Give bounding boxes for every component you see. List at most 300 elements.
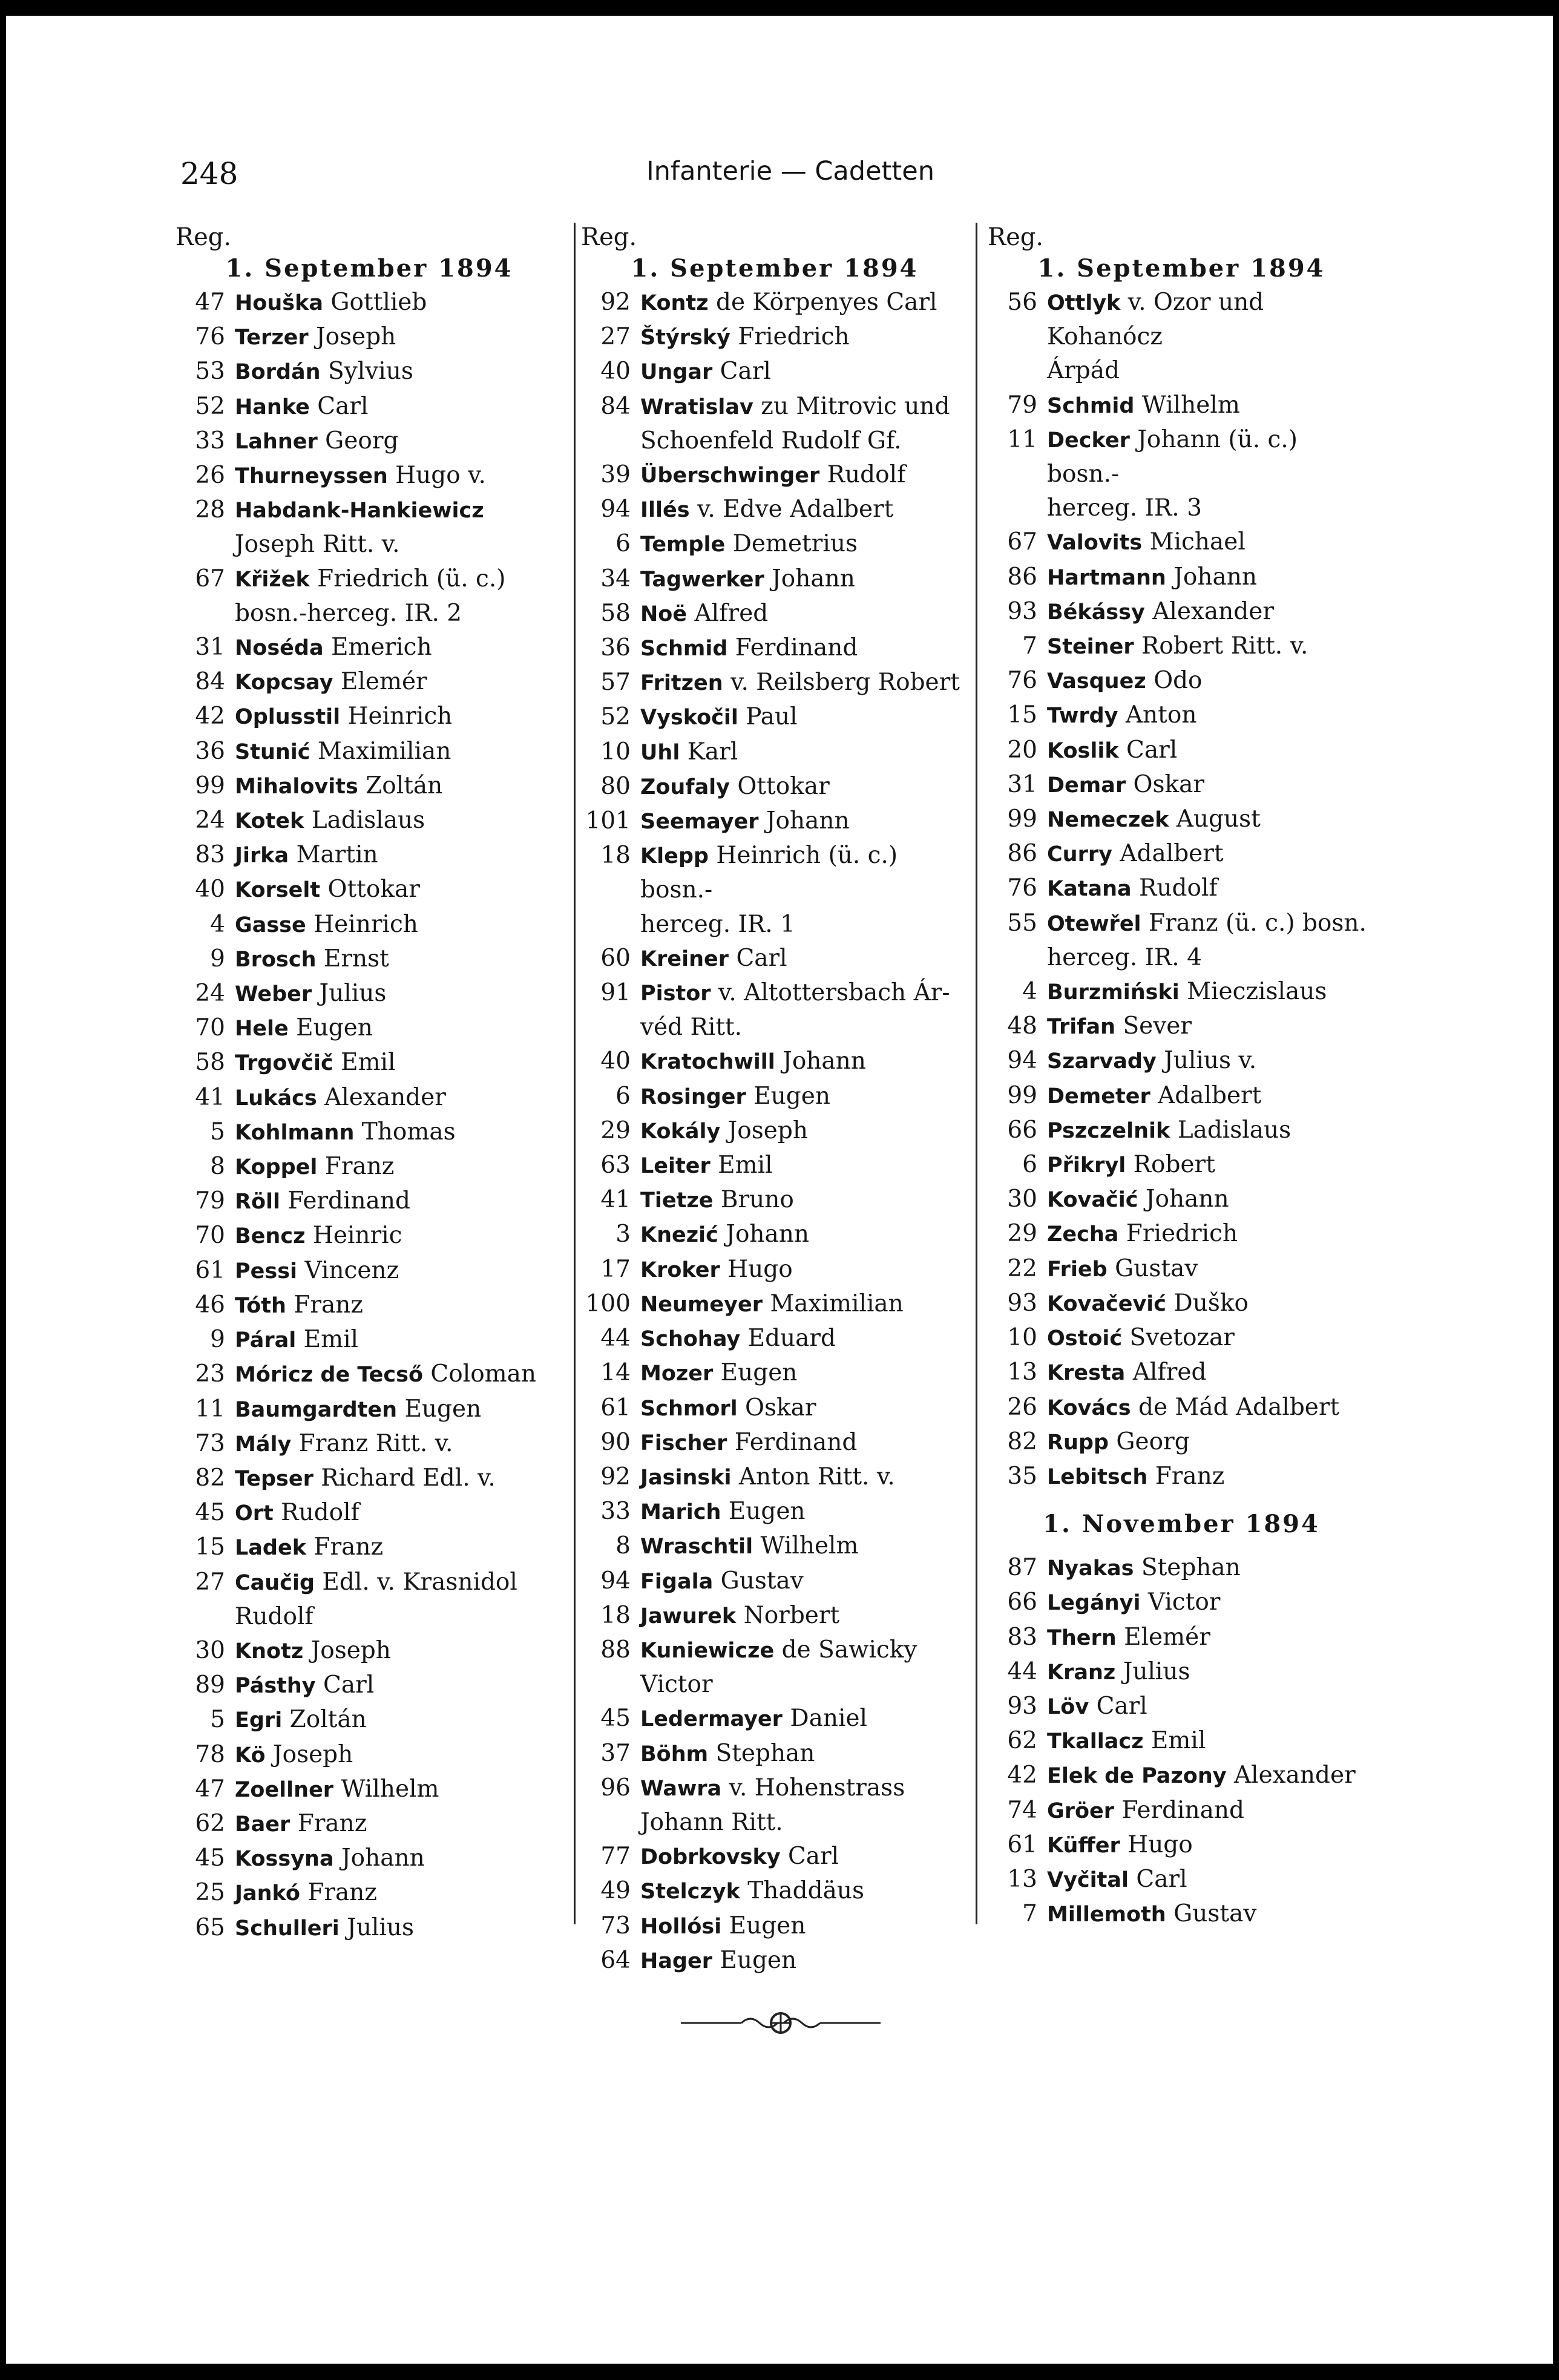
regiment-number: 10 [600, 738, 631, 765]
cadet-surname: Kossyna [235, 1847, 334, 1872]
regiment-number: 7 [1022, 1900, 1037, 1928]
list-item [988, 1425, 1375, 1460]
list-item [988, 1148, 1375, 1182]
list-item [988, 733, 1375, 768]
regiment-number: 84 [600, 392, 631, 420]
entry-text [1037, 837, 1375, 871]
entry-text [225, 459, 563, 493]
cadet-surname: Thurneyssen [235, 464, 388, 489]
cadet-surname: Koppel [235, 1155, 318, 1180]
regiment-number: 82 [195, 1464, 225, 1492]
cadet-surname: Kontz [640, 291, 709, 315]
cadet-given-name: Wilhelm [1134, 391, 1240, 419]
cadet-surname: Stunić [235, 739, 310, 764]
cadet-given-name: Adalbert [1112, 840, 1224, 868]
regiment-number: 5 [210, 1706, 225, 1734]
cadet-given-name: August [1169, 805, 1261, 833]
entry-text [631, 1183, 968, 1218]
regiment-number: 4 [1022, 978, 1037, 1006]
cadet-surname: Zoufaly [640, 775, 730, 799]
regiment-number: 61 [600, 1394, 631, 1421]
running-title: Infanterie — Cadetten [646, 156, 934, 186]
regiment-number: 4 [210, 910, 225, 938]
list-item [176, 1807, 563, 1841]
list-item [176, 977, 563, 1011]
cadet-given-name: Johann [764, 565, 855, 592]
entry-text [631, 493, 968, 527]
regiment-number: 29 [1007, 1220, 1037, 1248]
entry-text [1037, 1794, 1375, 1828]
cadet-given-name: Sylvius [320, 358, 413, 385]
list-item [176, 286, 563, 320]
cadet-given-name: Vincenz [297, 1256, 399, 1284]
cadet-given-name: Hugo [1120, 1831, 1193, 1858]
cadet-given-name: Friedrich [1118, 1220, 1238, 1248]
regiment-number: 45 [600, 1705, 631, 1733]
cadet-given-name: Julius [1115, 1657, 1190, 1685]
list-item [988, 698, 1375, 733]
regiment-number: 17 [600, 1255, 631, 1283]
list-item [581, 1460, 968, 1495]
entry-text [225, 1184, 563, 1219]
entry-text [1037, 1585, 1375, 1620]
list-item [581, 1426, 968, 1460]
regiment-number: 15 [1007, 701, 1037, 729]
entry-text [631, 562, 968, 597]
entry-text [1037, 1356, 1375, 1390]
entry-text [631, 804, 968, 839]
cadet-surname: Mihalovits [235, 774, 358, 799]
list-item [988, 1321, 1375, 1356]
cadet-given-name: Gustav [713, 1567, 804, 1595]
entry-text [1037, 1460, 1375, 1494]
cadet-given-name: Franz [317, 1153, 395, 1181]
entry-text [1037, 1113, 1375, 1148]
regiment-number: 15 [195, 1533, 225, 1561]
cadet-given-name: Julius v. [1156, 1047, 1257, 1075]
cadet-surname: Zecha [1047, 1222, 1119, 1247]
entry-text [225, 286, 563, 320]
regiment-number: 24 [195, 980, 225, 1008]
entry-text [631, 1874, 968, 1909]
list-item [988, 664, 1375, 698]
cadet-surname: Lahner [235, 429, 318, 454]
section-heading: 1. September 1894 [1037, 254, 1325, 283]
cadet-surname: Kreiner [640, 946, 729, 971]
list-item [176, 493, 563, 562]
cadet-given-name: Johann [758, 807, 850, 835]
regiment-number: 27 [600, 323, 631, 351]
list-item [581, 1564, 968, 1599]
regiment-number: 9 [210, 945, 225, 972]
cadet-given-name: v. Edve Adalbert [689, 496, 894, 523]
cadet-given-name: Joseph [265, 1740, 353, 1768]
list-item [581, 976, 968, 1044]
column-2 [581, 223, 968, 1978]
entry-text [1037, 906, 1375, 975]
entry-text [631, 1044, 968, 1079]
cadet-given-name: Eugen [713, 1359, 798, 1387]
entry-text [225, 1876, 563, 1910]
cadet-given-name: Rudolf [273, 1499, 359, 1527]
cadet-given-name: Eugen [712, 1946, 797, 1974]
cadet-given-name: Franz [1147, 1462, 1225, 1490]
list-item [581, 1218, 968, 1252]
cadet-surname: Fischer [640, 1431, 727, 1455]
regiment-number: 83 [1007, 1623, 1037, 1651]
cadet-surname: Katana [1047, 877, 1132, 902]
entry-text [631, 597, 968, 631]
entry-text [1037, 595, 1375, 629]
list-item [988, 1828, 1375, 1863]
entry-text [225, 769, 563, 804]
regiment-number: 5 [210, 1118, 225, 1146]
cadet-given-name: Elemér [333, 668, 427, 696]
regiment-number: 47 [195, 1775, 225, 1803]
cadet-given-name: Paul [738, 703, 798, 731]
entry-text [225, 1461, 563, 1496]
regiment-number: 78 [195, 1740, 225, 1768]
list-item [176, 1150, 563, 1184]
cadet-given-name: v. Hohenstrass Johann Ritt. [640, 1774, 905, 1836]
regiment-number: 25 [195, 1879, 225, 1907]
entry-text [631, 458, 968, 493]
cadet-surname: Lebitsch [1047, 1464, 1148, 1489]
cadet-surname: Trifan [1047, 1015, 1116, 1040]
regiment-number: 63 [600, 1152, 631, 1179]
cadet-surname: Löv [1047, 1694, 1089, 1719]
list-item [988, 1585, 1375, 1620]
regiment-number: 74 [1007, 1796, 1037, 1824]
cadet-given-name: Wilhelm [333, 1775, 439, 1803]
regiment-number: 45 [195, 1499, 225, 1527]
cadet-given-name: Alfred [687, 599, 769, 627]
regiment-number: 99 [1007, 1081, 1037, 1109]
regiment-number: 13 [1007, 1359, 1037, 1386]
regiment-number: 42 [1007, 1762, 1037, 1789]
cadet-surname: Schohay [640, 1327, 741, 1352]
entry-text [225, 631, 563, 665]
cadet-surname: Jankó [235, 1881, 300, 1906]
regiment-number: 88 [600, 1636, 631, 1664]
cadet-given-name: Carl [712, 358, 771, 385]
list-item [581, 1253, 968, 1287]
list-item [176, 942, 563, 977]
regiment-number: 22 [1007, 1254, 1037, 1282]
list-item [988, 525, 1375, 560]
list-item [581, 493, 968, 527]
cadet-surname: Dobrkovsky [640, 1845, 781, 1870]
entry-text [631, 286, 968, 320]
regiment-number: 84 [195, 668, 225, 696]
list-item [581, 390, 968, 458]
cadet-surname: Kotek [235, 809, 304, 834]
entry-text [225, 390, 563, 424]
cadet-given-name: Heinrich [306, 910, 418, 938]
cadet-given-name: Carl [780, 1843, 839, 1870]
regiment-number: 41 [195, 1083, 225, 1111]
regiment-number: 11 [195, 1395, 225, 1423]
entry-text [631, 1909, 968, 1944]
regiment-number: 42 [195, 703, 225, 730]
list-item [176, 1496, 563, 1530]
cadet-surname: Leiter [640, 1154, 711, 1179]
list-item [581, 1840, 968, 1874]
list-item [581, 1044, 968, 1079]
list-item [581, 735, 968, 770]
entry-text [225, 1668, 563, 1703]
list-item [988, 1044, 1375, 1078]
entry-text [1037, 1148, 1375, 1182]
list-item [581, 1633, 968, 1702]
cadet-surname: Kratochwill [640, 1050, 775, 1075]
regiment-number: 86 [1007, 840, 1037, 868]
entry-text [225, 1357, 563, 1392]
list-item [988, 1356, 1375, 1390]
list-item [176, 804, 563, 838]
regiment-number: 66 [1007, 1588, 1037, 1616]
regiment-number: 29 [600, 1116, 631, 1144]
cadet-given-name: Victor [1140, 1588, 1221, 1616]
regiment-number: 92 [600, 289, 631, 316]
entry-text [631, 1599, 968, 1633]
cadet-surname: Kroker [640, 1257, 720, 1282]
cadet-surname: Elek de Pazony [1047, 1764, 1227, 1789]
entry-text [631, 1529, 968, 1564]
entry-text [1037, 1828, 1375, 1863]
cadet-given-name: Robert Ritt. v. [1134, 632, 1308, 660]
regiment-number: 62 [195, 1809, 225, 1837]
entry-text [1037, 1079, 1375, 1113]
list-item [988, 1724, 1375, 1759]
cadet-surname: Nemeczek [1047, 808, 1169, 833]
list-item [176, 1876, 563, 1910]
cadet-surname: Mály [235, 1432, 292, 1457]
regiment-number: 93 [1007, 1289, 1037, 1317]
list-item [581, 320, 968, 355]
cadet-surname: Lukács [235, 1086, 317, 1110]
entry-text [631, 666, 968, 700]
cadet-surname: Temple [640, 533, 726, 557]
cadet-given-name: Emil [333, 1049, 396, 1077]
regiment-number: 40 [600, 358, 631, 385]
cadet-surname: Hager [640, 1949, 712, 1973]
cadet-surname: Thern [1047, 1625, 1117, 1650]
cadet-surname: Frieb [1047, 1257, 1108, 1282]
cadet-surname: Nyakas [1047, 1556, 1134, 1581]
cadet-given-name: Thomas [354, 1118, 456, 1146]
regiment-number: 70 [195, 1222, 225, 1250]
list-item [176, 1427, 563, 1461]
regiment-number: 52 [195, 392, 225, 420]
regiment-number: 79 [1007, 391, 1037, 419]
cadet-surname: Rupp [1047, 1430, 1109, 1455]
regiment-number: 33 [195, 427, 225, 454]
cadet-surname: Weber [235, 982, 312, 1007]
regiment-number: 99 [195, 772, 225, 799]
cadet-given-name: Maximilian [762, 1290, 904, 1317]
list-item [988, 388, 1375, 423]
entry-text [225, 838, 563, 873]
reg-label: Reg. [176, 223, 232, 251]
list-item [176, 1565, 563, 1634]
entry-text [1037, 1863, 1375, 1897]
entry-text [225, 1115, 563, 1150]
list-item [581, 631, 968, 666]
entry-text [1037, 664, 1375, 698]
entry-text [631, 1737, 968, 1771]
regiment-number: 10 [1007, 1324, 1037, 1352]
list-item [988, 1252, 1375, 1287]
cadet-surname: Hollósi [640, 1914, 722, 1939]
cadet-surname: Böhm [640, 1742, 709, 1766]
cadet-surname: Jirka [235, 844, 289, 868]
regiment-number: 90 [600, 1428, 631, 1456]
list-item [581, 1737, 968, 1771]
list-item [581, 1391, 968, 1426]
entry-text [1037, 1252, 1375, 1287]
cadet-surname: Klepp [640, 844, 709, 869]
cadet-surname: Ungar [640, 360, 713, 385]
regiment-number: 83 [195, 841, 225, 869]
column-divider [976, 223, 977, 1924]
section-heading: 1. September 1894 [225, 254, 513, 283]
cadet-given-name: Odo [1146, 667, 1203, 695]
entry-text [225, 424, 563, 459]
regiment-number: 93 [1007, 597, 1037, 625]
cadet-surname: Egri [235, 1708, 283, 1733]
list-item [176, 1772, 563, 1807]
cadet-given-name: Eugen [746, 1082, 830, 1110]
entry-text [1037, 802, 1375, 837]
cadet-given-name: Johann [1138, 1185, 1229, 1213]
entry-text [225, 1219, 563, 1253]
entry-text [631, 735, 968, 770]
regiment-number: 18 [600, 842, 631, 870]
cadet-surname: Pessi [235, 1259, 298, 1283]
list-item [176, 1634, 563, 1668]
regiment-number: 34 [600, 565, 631, 592]
list-item [176, 1011, 563, 1046]
cadet-surname: Seemayer [640, 810, 759, 834]
cadet-given-name: Emil [710, 1152, 773, 1179]
list-item [176, 1703, 563, 1737]
entry-text [225, 665, 563, 700]
cadet-given-name: Heinrich (ü. c.) bosn.- herceg. IR. 1 [640, 842, 898, 938]
list-item [176, 1841, 563, 1876]
regiment-number: 45 [195, 1844, 225, 1872]
list-item [988, 560, 1375, 595]
column-1 [176, 223, 563, 1946]
regiment-number: 30 [195, 1636, 225, 1664]
regiment-number: 93 [1007, 1692, 1037, 1720]
cadet-surname: Mozer [640, 1362, 714, 1386]
cadet-surname: Páral [235, 1328, 297, 1353]
list-item [581, 1529, 968, 1564]
cadet-surname: Vasquez [1047, 669, 1146, 694]
regiment-number: 28 [195, 496, 225, 524]
cadet-surname: Křižek [235, 567, 310, 592]
cadet-surname: Brosch [235, 947, 317, 972]
cadet-given-name: de Mád Adalbert [1131, 1393, 1340, 1421]
entry-text [631, 1149, 968, 1183]
cadet-surname: Fritzen [640, 671, 723, 696]
list-item [176, 631, 563, 665]
cadet-given-name: Eugen [397, 1395, 482, 1423]
cadet-surname: Caučig [235, 1570, 315, 1595]
regiment-number: 60 [600, 944, 631, 972]
cadet-surname: Küffer [1047, 1833, 1120, 1858]
entry-text [225, 1911, 563, 1946]
cadet-given-name: Johann (ü. c.) bosn.- herceg. IR. 3 [1047, 425, 1298, 522]
cadet-given-name: Julius [312, 980, 387, 1008]
regiment-number: 18 [600, 1601, 631, 1629]
cadet-surname: Kokály [640, 1119, 721, 1144]
cadet-surname: Habdank-Hankiewicz [235, 499, 484, 523]
cadet-surname: Knotz [235, 1639, 304, 1664]
entry-text [225, 1634, 563, 1668]
cadet-given-name: Joseph [720, 1116, 808, 1144]
reg-label: Reg. [988, 223, 1044, 251]
list-item [176, 1254, 563, 1288]
cadet-surname: Tóth [235, 1293, 286, 1318]
entry-text [225, 1427, 563, 1461]
regiment-number: 94 [600, 1567, 631, 1595]
list-item [176, 1219, 563, 1253]
cadet-surname: Ledermayer [640, 1707, 783, 1732]
cadet-surname: Schulleri [235, 1916, 340, 1941]
cadet-given-name: Georg [1108, 1428, 1190, 1455]
regiment-number: 55 [1007, 909, 1037, 937]
list-item [988, 975, 1375, 1009]
regiment-number: 58 [195, 1049, 225, 1077]
cadet-given-name: Alexander [1226, 1762, 1356, 1789]
entry-text [631, 976, 968, 1044]
entry-text [1037, 1621, 1375, 1655]
cadet-surname: Schmid [640, 637, 728, 661]
regiment-number: 3 [615, 1221, 631, 1248]
cadet-given-name: Joseph [303, 1636, 391, 1664]
list-item [176, 1738, 563, 1772]
cadet-surname: Kovács [1047, 1395, 1131, 1420]
regiment-number: 67 [195, 565, 225, 592]
cadet-given-name: Adalbert [1150, 1081, 1262, 1109]
cadet-given-name: Joseph [308, 323, 396, 351]
regiment-number: 100 [585, 1290, 631, 1317]
regiment-number: 31 [1007, 770, 1037, 798]
list-item [988, 1217, 1375, 1251]
list-item [176, 459, 563, 493]
cadet-surname: Baer [235, 1812, 290, 1837]
cadet-given-name: Franz Ritt. v. [291, 1429, 453, 1457]
entry-text [225, 493, 563, 562]
entry-text [225, 1703, 563, 1737]
regiment-number: 37 [600, 1739, 631, 1767]
regiment-number: 61 [195, 1256, 225, 1284]
entry-text [1037, 629, 1375, 664]
cadet-given-name: Ottokar [320, 876, 420, 903]
cadet-surname: Tkallacz [1047, 1729, 1144, 1754]
list-item [988, 802, 1375, 837]
list-item [176, 1392, 563, 1427]
regiment-number: 47 [195, 289, 225, 316]
cadet-surname: Ort [235, 1501, 274, 1526]
section-heading: 1. November 1894 [1043, 1510, 1320, 1539]
list-item [581, 1495, 968, 1529]
entry-text [1037, 975, 1375, 1009]
entry-text [631, 1633, 968, 1702]
cadet-surname: Illés [640, 498, 690, 523]
